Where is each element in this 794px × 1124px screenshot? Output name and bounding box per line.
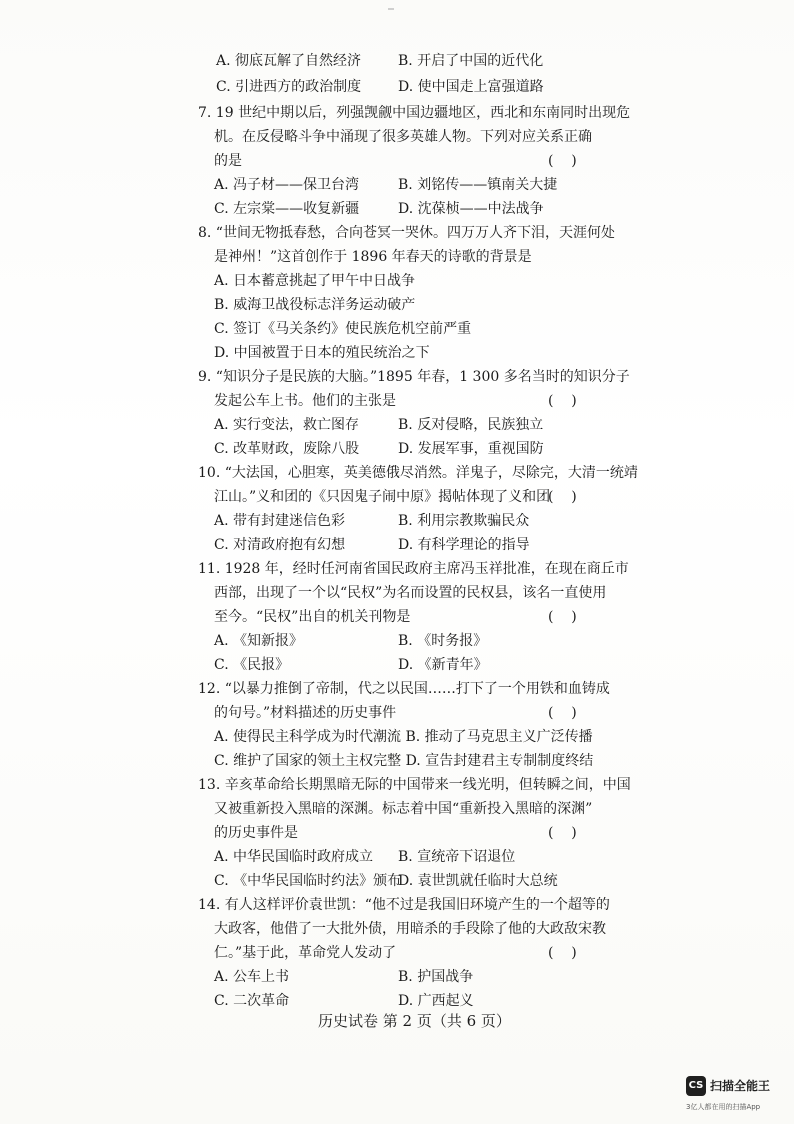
text-line: D. 中国被置于日本的殖民统治之下: [214, 345, 430, 361]
answer-bracket: ( ): [548, 705, 577, 721]
text-line: 11. 1928 年，经时任河南省国民政府主席冯玉祥批准，在现在商丘市: [198, 561, 629, 577]
text-line: 的句号。”材料描述的历史事件: [214, 705, 397, 721]
text-line: A. 公车上书: [214, 969, 290, 985]
watermark-subtitle: 3亿人都在用的扫描App: [686, 1103, 761, 1111]
scan-speck: [388, 8, 394, 10]
text-line: 发起公车上书。他们的主张是: [214, 393, 396, 409]
text-line: 西部，出现了一个以“民权”为名而设置的民权县，该名一直使用: [214, 585, 607, 601]
scanner-watermark: [686, 1076, 786, 1120]
text-line: 又被重新投入黑暗的深渊。标志着中国“重新投入黑暗的深渊”: [214, 801, 593, 817]
text-line: 是神州！”这首创作于 1896 年春天的诗歌的背景是: [214, 249, 532, 265]
text-line: B. 利用宗教欺骗民众: [398, 513, 530, 529]
text-line: 的是: [214, 153, 242, 169]
camscanner-logo-icon: CS: [686, 1076, 706, 1096]
text-line: C. 二次革命: [214, 993, 290, 1009]
text-line: B. 护国战争: [398, 969, 474, 985]
watermark-app-name: 扫描全能王: [710, 1079, 771, 1093]
text-line: A. 彻底瓦解了自然经济: [216, 53, 362, 69]
text-line: A. 日本蓄意挑起了甲午中日战争: [214, 273, 416, 289]
page-footer: 历史试卷 第 2 页（共 6 页）: [318, 1012, 511, 1030]
text-line: A. 《知新报》: [214, 633, 304, 649]
text-line: 13. 辛亥革命给长期黑暗无际的中国带来一线光明，但转瞬之间，中国: [198, 777, 631, 793]
text-line: D. 有科学理论的指导: [398, 537, 530, 553]
text-line: B. 反对侵略，民族独立: [398, 417, 544, 433]
answer-bracket: ( ): [548, 609, 577, 625]
text-line: B. 开启了中国的近代化: [398, 53, 544, 69]
text-line: A. 带有封建迷信色彩: [214, 513, 346, 529]
text-line: 12. “以暴力推倒了帝制，代之以民国……打下了一个用铁和血铸成: [198, 681, 610, 697]
text-line: D. 使中国走上富强道路: [398, 79, 544, 95]
text-line: 机。在反侵略斗争中涌现了很多英雄人物。下列对应关系正确: [214, 129, 592, 145]
text-line: C. 《中华民国临时约法》颁布: [214, 873, 402, 889]
text-line: D. 沈葆桢——中法战争: [398, 201, 544, 217]
answer-bracket: ( ): [548, 153, 577, 169]
answer-bracket: ( ): [548, 489, 577, 505]
text-line: 仁。”基于此，革命党人发动了: [214, 945, 397, 961]
text-line: 10. “大法国，心胆寒，英美德俄尽消然。洋鬼子，尽除完，大清一统靖: [198, 465, 638, 481]
text-line: C. 对清政府抱有幻想: [214, 537, 346, 553]
text-line: C. 维护了国家的领土主权完整 D. 宣告封建君主专制制度终结: [214, 753, 594, 769]
answer-bracket: ( ): [548, 393, 577, 409]
text-line: D. 广西起义: [398, 993, 474, 1009]
text-line: C. 左宗棠——收复新疆: [214, 201, 360, 217]
text-line: 的历史事件是: [214, 825, 298, 841]
text-line: C. 改革财政，废除八股: [214, 441, 360, 457]
text-line: A. 中华民国临时政府成立: [214, 849, 374, 865]
text-line: A. 冯子材——保卫台湾: [214, 177, 360, 193]
text-line: B. 宣统帝下诏退位: [398, 849, 516, 865]
text-line: B. 威海卫战役标志洋务运动破产: [214, 297, 416, 313]
text-line: A. 使得民主科学成为时代潮流 B. 推动了马克思主义广泛传播: [214, 729, 593, 745]
text-line: B. 刘铭传——镇南关大捷: [398, 177, 558, 193]
text-line: D. 袁世凯就任临时大总统: [398, 873, 558, 889]
text-line: D. 发展军事，重视国防: [398, 441, 544, 457]
text-line: 8. “世间无物抵春愁，合向苍冥一哭休。四万万人齐下泪，天涯何处: [198, 225, 615, 241]
answer-bracket: ( ): [548, 825, 577, 841]
text-line: D. 《新青年》: [398, 657, 488, 673]
answer-bracket: ( ): [548, 945, 577, 961]
text-line: C. 《民报》: [214, 657, 290, 673]
text-line: B. 《时务报》: [398, 633, 488, 649]
text-line: 14. 有人这样评价袁世凯：“他不过是我国旧环境产生的一个超等的: [198, 897, 610, 913]
text-line: 江山。”义和团的《只因鬼子闹中原》揭帖体现了义和团: [214, 489, 551, 505]
text-line: C. 引进西方的政治制度: [216, 79, 362, 95]
text-line: 9. “知识分子是民族的大脑。”1895 年春，1 300 多名当时的知识分子: [198, 369, 630, 385]
text-line: A. 实行变法，救亡图存: [214, 417, 360, 433]
text-line: 至今。“民权”出自的机关刊物是: [214, 609, 411, 625]
text-line: C. 签订《马关条约》使民族危机空前严重: [214, 321, 472, 337]
text-line: 7. 19 世纪中期以后，列强觊觎中国边疆地区，西北和东南同时出现危: [198, 105, 631, 121]
text-line: 大政客，他借了一大批外债，用暗杀的手段除了他的大政敌宋教: [214, 921, 606, 937]
